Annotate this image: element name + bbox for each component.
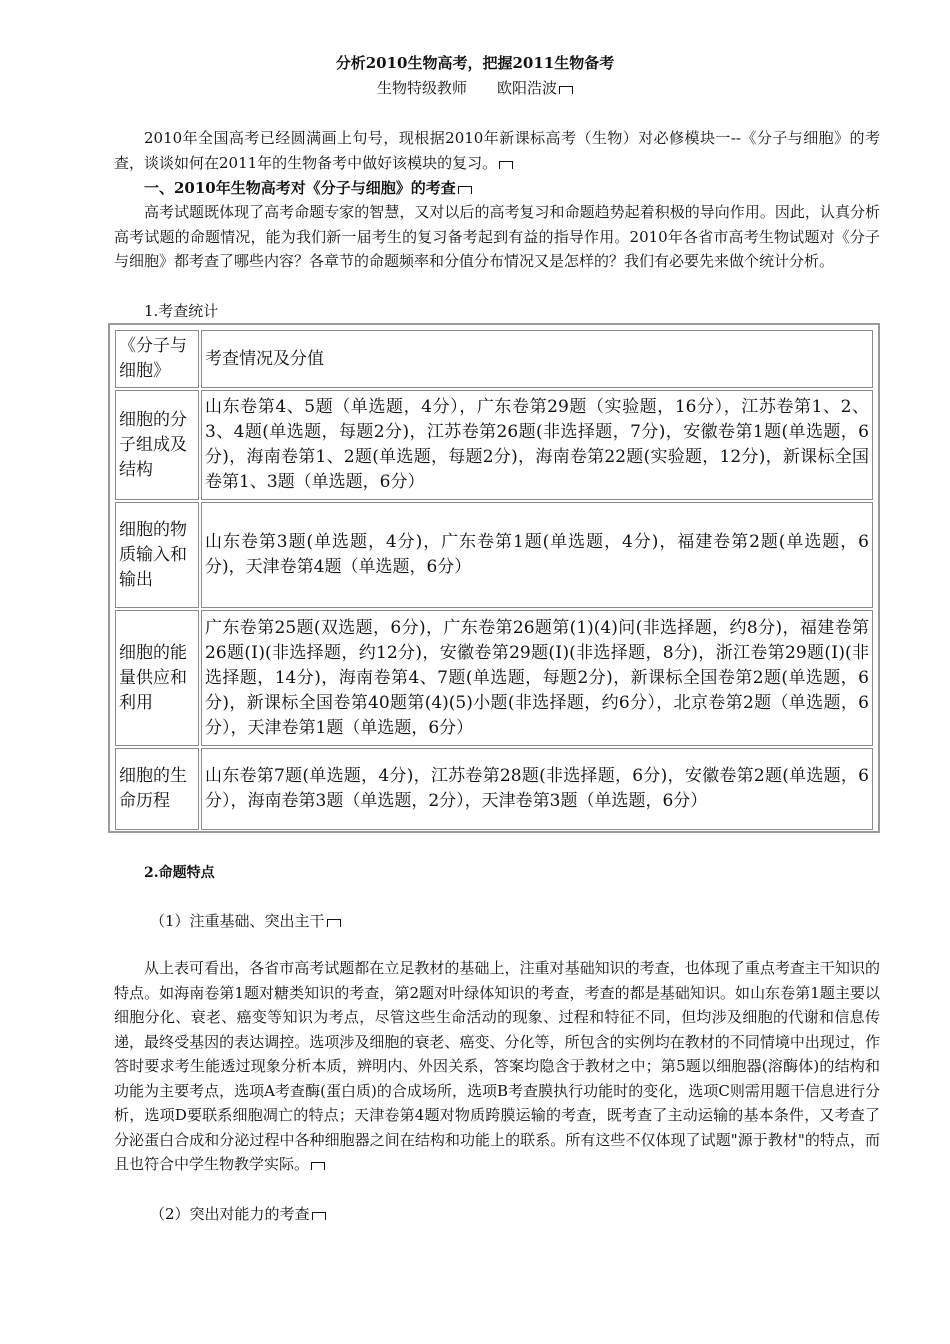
- paragraph-mark-icon: [458, 186, 472, 194]
- paragraph-mark-icon: [559, 86, 573, 94]
- point2-heading: [150, 1203, 326, 1224]
- detail-cell: 山东卷第4、5题（单选题，4分），广东卷第29题（实验题，16分），江苏卷第1、2、3、4题(单选题，每题2分)，江苏卷第26题(非选择题，7分)，安徽卷第1题(单选题，6分)，海南卷第1、2题(单选题，每题2分)，海南卷第22题(实验题，12分)，新课标全国卷第1、3题（单选题，6分）: [201, 390, 873, 500]
- table-row: [115, 390, 873, 500]
- stats-label: 1.考查统计: [144, 302, 219, 320]
- topic-cell: 细胞的物质输入和输出: [115, 502, 199, 608]
- topic-cell: 细胞的分子组成及结构: [115, 390, 199, 500]
- document-title: 分析2010生物高考，把握2011生物备考: [335, 54, 615, 72]
- intro-text: 2010年全国高考已经圆满画上句号，现根据2010年新课标高考（生物）对必修模块一--《分子与细胞》的考查，谈谈如何在2011年的生物备考中做好该模块的复习。: [114, 129, 880, 172]
- table-row: [115, 610, 873, 746]
- header-cell: 考查情况及分值: [201, 330, 873, 388]
- header-cell: 《分子与细胞》: [115, 330, 199, 388]
- point1-paragraph: [114, 956, 880, 1177]
- exam-stats-table: [108, 323, 880, 833]
- table-row: [115, 748, 873, 830]
- detail-cell: 山东卷第3题(单选题，4分)，广东卷第1题(单选题，4分)，福建卷第2题(单选题，6分)，天津卷第4题（单选题，6分）: [201, 502, 873, 608]
- section2-heading: 2.命题特点: [144, 865, 215, 881]
- detail-cell: 山东卷第7题(单选题，4分)，江苏卷第28题(非选择题，6分)，安徽卷第2题(单选题，6分），海南卷第3题（单选题，2分），天津卷第3题（单选题，6分）: [201, 748, 873, 830]
- point1-heading: [150, 910, 341, 931]
- point1-text: 从上表可看出，各省市高考试题都在立足教材的基础上，注重对基础知识的考查，也体现了重点考查主干知识的特点。如海南卷第1题对糖类知识的考查，第2题对叶绿体知识的考查，考查的都是基础知识。如山东卷第1题主要以细胞分化、衰老、癌变等知识为考点，尽管这些生命活动的现象、过程和特征不同，但均涉及细胞的代谢和信息传递，最终受基因的表达调控。选项涉及细胞的衰老、癌变、分化等，所包含的实例均在教材的不同情境中出现过，作答时要求考生能透过现象分析本质，辨明内、外因关系，答案均隐含于教材之中；第5题以细胞器(溶酶体)的结构和功能为主要考点，选项A考查酶(蛋白质)的合成场所，选项B考查膜执行功能时的变化，选项C则需用题干信息进行分析，选项D要联系细胞凋亡的特点；天津卷第4题对物质跨膜运输的考查，既考查了主动运输的基本条件，又考查了分泌蛋白合成和分泌过程中各种细胞器之间在结构和功能上的联系。所有这些不仅体现了试题"源于教材"的特点，而且也符合中学生物教学实际。: [114, 959, 880, 1173]
- section1-paragraph: 高考试题既体现了高考命题专家的智慧，又对以后的高考复习和命题趋势起着积极的导向作用。因此，认真分析高考试题的命题情况，能为我们新一届考生的复习备考起到有益的指导作用。2010年各省市高考生物试题对《分子与细胞》都考查了哪些内容？各章节的命题频率和分值分布情况又是怎样的？我们有必要先来做个统计分析。: [114, 203, 880, 270]
- point2-heading-text: （2）突出对能力的考查: [150, 1205, 310, 1223]
- topic-cell: 细胞的生命历程: [115, 748, 199, 830]
- paragraph-mark-icon: [311, 1162, 325, 1170]
- author-text: 生物特级教师 欧阳浩波: [376, 79, 557, 97]
- paragraph-mark-icon: [499, 161, 513, 169]
- paragraph-mark-icon: [327, 919, 341, 927]
- section1-heading-text: 一、2010年生物高考对《分子与细胞》的考查: [144, 179, 456, 197]
- detail-cell: 广东卷第25题(双选题，6分)，广东卷第26题第(1)(4)问(非选择题，约8分)，福建卷第26题(Ⅰ)(非选择题，约12分)，安徽卷第29题(Ⅰ)(非选择题，8分)，浙江卷第29题(Ⅰ)(非选择题，14分)，海南卷第4、7题(单选题，每题2分)，新课标全国卷第2题(单选题，6分)，新课标全国卷第40题第(4)(5)小题(非选择题，约6分），北京卷第2题（单选题，6分），天津卷第1题（单选题，6分）: [201, 610, 873, 746]
- topic-cell: 细胞的能量供应和利用: [115, 610, 199, 746]
- table-header-row: [115, 330, 873, 388]
- paragraph-mark-icon: [312, 1212, 326, 1220]
- point1-heading-text: （1）注重基础、突出主干: [150, 912, 325, 930]
- intro-paragraph: [114, 126, 880, 175]
- author-line: [0, 77, 950, 98]
- table-row: [115, 502, 873, 608]
- section1-heading: [144, 177, 472, 198]
